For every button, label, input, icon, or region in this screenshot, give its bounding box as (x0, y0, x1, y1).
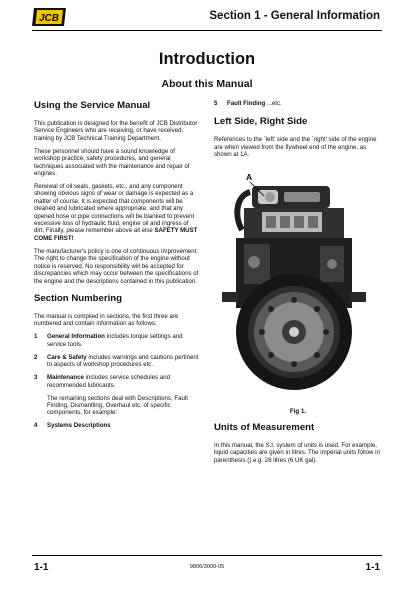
item-number: 2 (34, 353, 38, 361)
units-section (214, 422, 382, 470)
list-item (34, 354, 200, 369)
right-column (214, 100, 382, 164)
paragraph: The manufacturer's policy is one of continuous improvement. The right to change the specification of the engine without notice is reserved. No responsibility will be accepted for discrepancies which may occur between the specifications of the engine and the descriptions contained in this publication. (34, 247, 199, 285)
item-text: includes torque settings and service tools. (47, 333, 183, 348)
item-text: ...etc. (266, 100, 282, 107)
document-code: 9806/3000-05 (189, 564, 225, 570)
jcb-logo (32, 8, 66, 26)
item-title: General Information (47, 333, 105, 341)
item-text: includes service schedules and recommended lubricants. (47, 374, 170, 389)
paragraph: In this manual, the S.I. system of units is used. For example, liquid capacities are given in litres. The imperial units follow in parenthesis () e.g. 28 litres (6 UK gal). (214, 442, 380, 464)
list-item (34, 333, 200, 348)
page-title: Introduction (158, 50, 256, 68)
paragraph-text: Renewal of oil seals, gaskets, etc., and any component showing obvious signs of wear or damage is expected as a matter of course. It is expected that components will be cleaned and lubricated where appropriate, and that any opened hose or pipe connections will be blanked to prevent excessive loss of hydraulic fluid, engine oil and ingress of dirt. Finally, please remember above all else (34, 183, 195, 235)
safety-warning: SAFETY MUST COME FIRST! (34, 227, 198, 242)
list-item (34, 422, 200, 429)
list-item (34, 374, 200, 389)
header-rule (32, 30, 382, 31)
page-number-left: 1-1 (34, 562, 49, 573)
logo-text: JCB (38, 13, 60, 24)
callout-leader-line (248, 180, 268, 200)
paragraph: The remaining sections deal with Descriptions, Fault Finding, Dismantling, Overhaul etc. of specific components, for example: (47, 394, 188, 417)
page-number-right: 1-1 (365, 562, 380, 573)
item-text: includes warnings and cautions pertinent to aspects of workshop procedures etc. (47, 353, 199, 369)
section-title: Section 1 - General Information (209, 10, 380, 22)
heading-units-of-measurement: Units of Measurement (214, 422, 315, 433)
item-title: Maintenance (47, 374, 84, 382)
engine-figure (214, 172, 374, 400)
page-subtitle: About this Manual (161, 78, 253, 90)
list-item (214, 100, 382, 107)
item-number: 1 (34, 333, 38, 341)
paragraph: The manual is compiled in sections, the first three are numbered and contain information as follows: (34, 312, 179, 328)
item-title: Care & Safety (47, 353, 87, 361)
item-title: Systems Descriptions (47, 422, 111, 430)
figure-callout-a: A (246, 172, 253, 182)
item-number: 4 (34, 422, 38, 430)
paragraph: These personnel should have a sound knowledge of workshop practice, safety procedures, and general techniques associated with the maintenance and repair of engines. (34, 147, 190, 178)
paragraph: This publication is designed for the benefit of JCB Distributor Service Engineers who are receiving, or have received, training by JCB Technical Training Department. (34, 120, 198, 142)
item-title: Fault Finding (227, 100, 266, 107)
heading-section-numbering: Section Numbering (34, 292, 122, 304)
figure-caption: Fig 1. (289, 408, 307, 415)
item-number: 3 (34, 374, 38, 382)
paragraph: References to the `left' side and the `right' side of the engine are when viewed from the flywheel end of the engine, as shown at 1A. (214, 136, 377, 159)
paragraph (34, 183, 200, 242)
item-number: 5 (214, 100, 218, 107)
footer-rule (32, 555, 382, 556)
left-column (34, 100, 200, 435)
heading-using-service-manual: Using the Service Manual (34, 100, 151, 111)
heading-left-side-right-side: Left Side, Right Side (214, 116, 308, 128)
